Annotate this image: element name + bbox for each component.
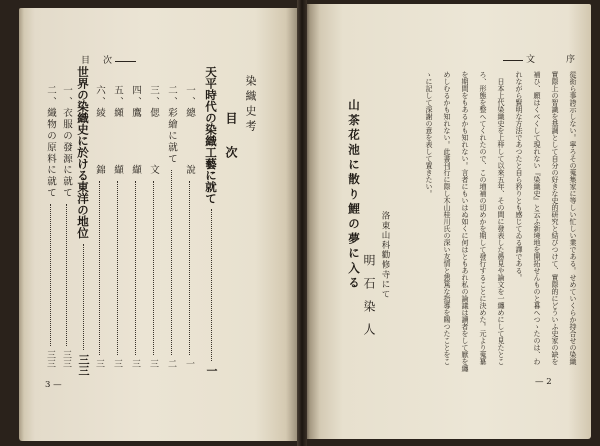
- toc-leader: [99, 181, 100, 355]
- running-head-char: 次: [103, 56, 113, 66]
- toc-page-number: 三: [148, 359, 158, 368]
- toc-leader: [211, 209, 212, 361]
- preface-line: 補ひ、願はくべくして現れない『染織史』と云ふ新境地を開拓せんものと暮へつゝたのは、わ: [533, 71, 541, 365]
- toc-leader: [66, 204, 67, 346]
- toc-item: [42, 85, 58, 368]
- toc-item-label: 六、綾 錦: [94, 85, 105, 177]
- preface-line: を期間をもあるかも知れない。言者にもいはぬ如くに何はともあれ私の論議は讀者をして厭を纏: [461, 71, 469, 372]
- toc-section: [203, 66, 219, 376]
- preface-line: 日本上代染織史を上梓して以來五年、その間に發表した愚見や論文を一纏めにして見たとこ: [497, 78, 505, 365]
- running-head-rule: [503, 60, 523, 61]
- signature-place: 洛東山科勸修寺にて: [380, 211, 390, 300]
- toc-page-number: 一: [205, 365, 218, 376]
- toc-leader: [83, 244, 84, 351]
- preface-line: れながら賢明な方法であつたと自ら矜りとも感じてゐる譯である。: [515, 71, 523, 281]
- page-number: — 2: [535, 377, 552, 387]
- toc-heading: 目次: [224, 112, 238, 180]
- book-gutter: [297, 0, 307, 446]
- toc-item: [109, 85, 125, 368]
- toc-page-number: 三: [94, 359, 104, 368]
- preface-line: めしむるかも知れない。此書刊行に際し木山桂川氏の深い友情と懇篤な指導を賜つたことをこ: [443, 71, 451, 365]
- preface-line: ゝに記して深謝の意を表して置きたい。: [425, 71, 433, 197]
- toc-item: [91, 85, 107, 368]
- toc-page-number: 二: [166, 359, 176, 368]
- running-head-rule: [115, 61, 136, 62]
- running-head-char: 文: [526, 55, 536, 65]
- preface-line: ろ、形態を整へてくれたので、この増補の切めかを期して發行することに決めた。元より蒐纂: [479, 71, 487, 365]
- page-number: 3 —: [45, 380, 62, 390]
- toc-leader: [153, 181, 154, 355]
- toc-item-label: 三、偲 文: [148, 85, 159, 177]
- toc-page-number: 三三: [77, 354, 90, 376]
- toc-item-label: 五、纐 纈: [112, 85, 123, 177]
- toc-page-number: 一: [184, 359, 194, 368]
- book-title: 染織史考: [244, 75, 257, 135]
- toc-section: [75, 66, 91, 376]
- toc-item-label: 二、彩繪に就て: [166, 85, 177, 165]
- toc-leader: [171, 170, 172, 355]
- toc-leader: [189, 181, 190, 355]
- preface-body: [420, 71, 582, 377]
- epigraph-verse: 山茶花池に散り鯉の夢に入る: [347, 99, 361, 292]
- toc-page-number: 三: [112, 359, 122, 368]
- toc-item: [58, 85, 74, 368]
- left-page-table-of-contents: [19, 8, 300, 441]
- toc-leader: [135, 181, 136, 355]
- toc-item: [163, 85, 179, 368]
- toc-item-label: 一、總 說: [184, 85, 195, 177]
- toc-leader: [50, 204, 51, 346]
- toc-item-label: 二、織物の原料に就て: [45, 85, 56, 199]
- toc-item: [181, 85, 197, 368]
- toc-leader: [117, 181, 118, 355]
- preface-line: 實際上の智識を基調として自分の好きな史的研究と結びつけて、實際的にどういふ史家の缺を: [551, 71, 559, 365]
- toc-section-title: 天平時代の染織工藝に就て: [204, 66, 218, 204]
- toc-section-title: 世界の染織史に於ける東洋の地位: [76, 66, 90, 239]
- running-head-char: 序: [566, 55, 576, 65]
- toc-item-label: 四、鷹 纈: [130, 85, 141, 177]
- toc-item-label: 一、衣服の發源に就て: [61, 85, 72, 199]
- preface-line: 從衒ら事誇示しない。寧ろその蒐集家に等しい忙しい業である。せめていくらか持合せの染織: [569, 71, 577, 365]
- running-head-char: 目: [81, 56, 91, 66]
- toc-page-number: 三: [130, 359, 140, 368]
- right-page-preface: [305, 4, 591, 439]
- author-name: 明石染人: [362, 254, 376, 346]
- toc-page-number: 三三: [45, 350, 55, 368]
- toc-page-number: 三三: [61, 350, 71, 368]
- toc-item: [145, 85, 161, 368]
- toc-item: [127, 85, 143, 368]
